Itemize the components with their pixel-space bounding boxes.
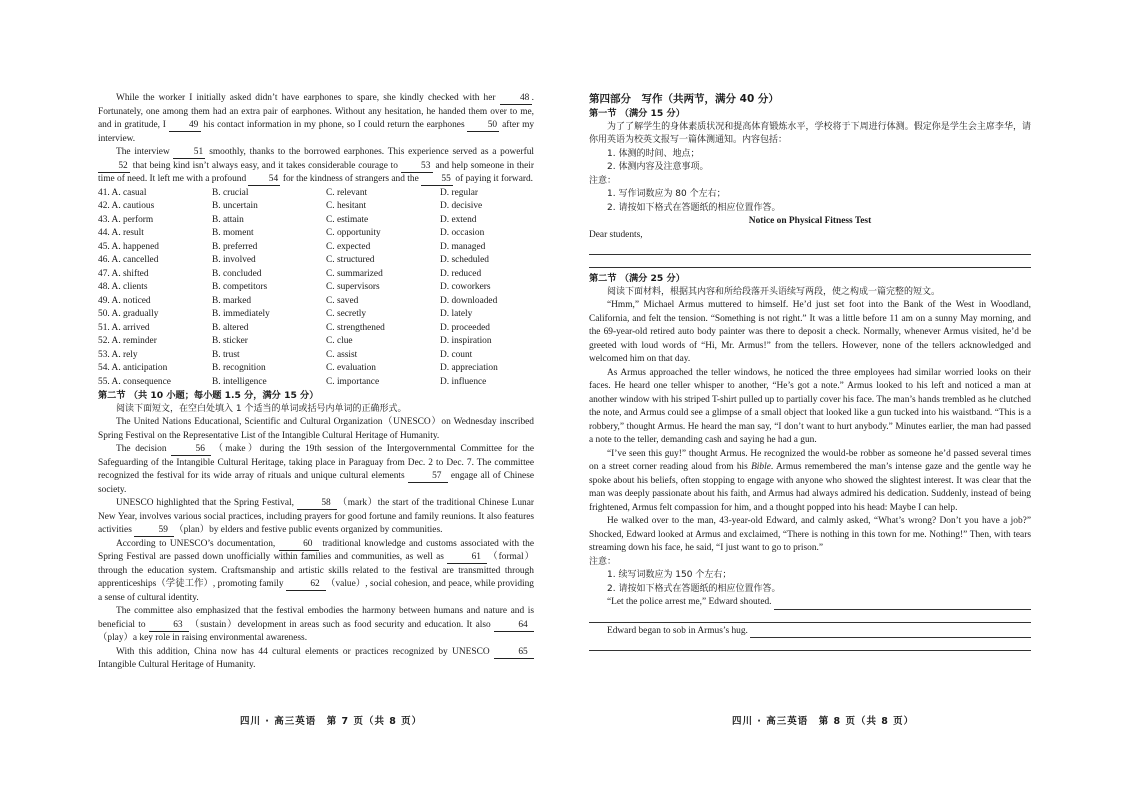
blank-60[interactable]: 60: [279, 539, 319, 551]
salutation: Dear students,: [589, 229, 643, 240]
option-choice[interactable]: 41. A. casual: [98, 187, 147, 198]
option-choice[interactable]: B. recognition: [212, 363, 266, 373]
part4-heading: 第四部分 写作（共两节，满分 40 分）: [589, 93, 779, 105]
option-row: [98, 335, 534, 349]
answer-line[interactable]: [589, 638, 1031, 651]
option-choice[interactable]: B. uncertain: [212, 201, 258, 211]
option-choice[interactable]: 55. A. consequence: [98, 376, 171, 387]
option-choice[interactable]: D. inspiration: [440, 336, 492, 346]
option-choice[interactable]: B. competitors: [212, 282, 268, 292]
option-choice[interactable]: C. secretly: [326, 309, 367, 319]
grammar-paragraph: With this addition, China now has 44 cultural elements or practices recognized by UNESCO 65 Intangible Cultural Heritage of Humanity.: [98, 646, 534, 673]
option-choice[interactable]: B. marked: [212, 295, 252, 306]
note-item: 2. 请按如下格式在答题纸的相应位置作答。: [607, 202, 781, 213]
blank-63[interactable]: 63: [149, 620, 189, 632]
option-row: [98, 200, 534, 214]
answer-line[interactable]: [589, 242, 1031, 255]
option-choice[interactable]: D. influence: [440, 376, 487, 387]
option-choice[interactable]: B. moment: [212, 228, 254, 238]
section2-heading: 第二节 （共 10 小题；每小题 1.5 分，满分 15 分）: [98, 390, 319, 401]
note-item: 1. 写作词数应为 80 个左右；: [607, 189, 726, 199]
option-row: [98, 281, 534, 295]
option-choice[interactable]: C. structured: [326, 255, 375, 265]
prompt-item: 2. 体测内容及注意事项。: [607, 162, 709, 172]
option-choice[interactable]: C. supervisors: [326, 282, 380, 292]
page-footer-left: 四川 · 高三英语 第 7 页（共 8 页）: [240, 716, 423, 727]
option-choice[interactable]: D. extend: [440, 214, 477, 225]
option-choice[interactable]: D. occasion: [440, 228, 485, 238]
option-choice[interactable]: B. intelligence: [212, 376, 267, 387]
grammar-paragraph: According to UNESCO’s documentation, 60 traditional knowledge and customs associated with the Spring Festival are passed down unofficially within families and communities, as well as 61 （formal）through the education system. Craftsmanship and artistic skills related to the festival are transmitted through apprenticeships（学徒工作）, promoting family 62 （value）, social cohesion, and peace, while providing a sense of cultural identity.: [98, 538, 535, 603]
option-choice[interactable]: 43. A. perform: [98, 214, 154, 225]
answer-line[interactable]: [589, 255, 1031, 268]
blank-53[interactable]: 53: [401, 161, 433, 173]
left-page: [98, 92, 534, 673]
option-row: [98, 241, 534, 255]
option-choice[interactable]: 45. A. happened: [98, 241, 159, 252]
option-choice[interactable]: C. importance: [326, 376, 380, 387]
option-choice[interactable]: 48. A. clients: [98, 282, 148, 292]
option-choice[interactable]: D. count: [440, 349, 473, 360]
option-choice[interactable]: B. altered: [212, 322, 249, 333]
blank-52[interactable]: 52: [98, 161, 130, 173]
option-choice[interactable]: C. assist: [326, 349, 358, 360]
blank-61[interactable]: 61: [447, 552, 487, 564]
blank-51[interactable]: 51: [173, 147, 205, 159]
starter-line-2[interactable]: [589, 625, 1031, 639]
answer-line[interactable]: [589, 610, 1031, 623]
option-row: [98, 349, 534, 363]
option-choice[interactable]: C. hesitant: [326, 201, 367, 211]
option-choice[interactable]: D. decisive: [440, 201, 483, 211]
story-paragraph: “I’ve seen this guy!” thought Armus. He recognized the would-be robber as someone he’d passed several times on a street corner reading aloud from his Bible. Armus remembered the man’s intense gaze and the gentle way he spoke about his beliefs, often stopping to engage with anyone who showed the slightest interest. It was clear that the man was deeply passionate about his faith, and Armus had always admired his dedication. Suddenly, instead of being frightened, Armus felt compassion for him, and a thought popped into his head: Maybe I can help.: [589, 448, 1031, 513]
section2-heading: 第二节 （满分 25 分）: [589, 273, 685, 284]
option-choice[interactable]: D. appreciation: [440, 363, 498, 373]
blank-49[interactable]: 49: [169, 120, 201, 132]
option-choice[interactable]: C. strengthened: [326, 322, 385, 333]
blank-58[interactable]: 58: [297, 498, 337, 510]
blank-59[interactable]: 59: [134, 525, 174, 537]
option-choice[interactable]: C. expected: [326, 241, 371, 252]
blank-64[interactable]: 64: [494, 620, 534, 632]
story-paragraph: “Hmm,” Michael Armus muttered to himself. He’d just set foot into the Bank of the West in Woodland, California, and felt the tension. “Something is not right.” It was a little before 11 am on a sunny May morning, and the 69-year-old retired auto body painter was there to deposit a check. Normally, whenever Armus visited, he’d be greeted with loud words of “Hi, Mr. Armus!” from the tellers. However, none of the tellers acknowledged and welcomed him on that day.: [589, 300, 1031, 364]
option-choice[interactable]: 42. A. cautious: [98, 201, 155, 211]
blank-65[interactable]: 65: [494, 647, 534, 659]
option-choice[interactable]: 53. A. rely: [98, 349, 138, 360]
option-choice[interactable]: D. proceeded: [440, 322, 490, 333]
note-item: 2. 请按如下格式在答题纸的相应位置作答。: [607, 583, 781, 594]
section2-instruction: 阅读下面短文，在空白处填入 1 个适当的单词或括号内单词的正确形式。: [116, 403, 407, 414]
option-choice[interactable]: 46. A. cancelled: [98, 255, 159, 265]
option-choice[interactable]: D. managed: [440, 241, 486, 252]
cloze-paragraph: While the worker I initially asked didn’t have earphones to spare, she kindly checked with her 48 . Fortunately, one among them had an extra pair of earphones. Without any hesitation, he handed them over to me, and in gratitude, I 49 his contact information in my phone, so I could return the earphones 50 after my interview.: [98, 93, 535, 144]
note-label: 注意：: [589, 556, 617, 567]
option-choice[interactable]: 47. A. shifted: [98, 268, 149, 279]
story-paragraph: He walked over to the man, 43-year-old Edward, and calmly asked, “What’s wrong? Don’t you have a job?” Shocked, Edward looked at Armus and exclaimed, “There is nothing in this town for me. Nothing!” Then, with tears streaming down his face, he said, “I just want to go to prison.”: [589, 516, 1031, 553]
grammar-paragraph: The United Nations Educational, Scientific and Cultural Organization（UNESCO）on Wednesday inscribed Spring Festival on the Representative List of the Intangible Cultural Heritage of Humanity.: [98, 417, 534, 441]
grammar-paragraph: The decision 56 （make）during the 19th session of the Intergovernmental Committee for the Safeguarding of the Intangible Cultural Heritage, taking place in Paraguay from Dec. 2 to Dec. 7. The committee recognized the festival for its wide array of rituals and unique cultural elements 57 engage all of Chinese society.: [98, 444, 535, 495]
blank-57[interactable]: 57: [408, 471, 448, 483]
blank-62[interactable]: 62: [286, 579, 326, 591]
option-choice[interactable]: C. relevant: [326, 187, 368, 198]
option-row: [98, 362, 534, 376]
notice-title: Notice on Physical Fitness Test: [748, 216, 872, 226]
option-choice[interactable]: C. opportunity: [326, 228, 381, 238]
option-choice[interactable]: B. concluded: [212, 268, 262, 279]
option-row: [98, 322, 534, 336]
option-row: [98, 254, 534, 268]
option-row: [98, 295, 534, 309]
paragraph-starter-1: “Let the police arrest me,” Edward shouted.: [607, 597, 772, 607]
blank-48[interactable]: 48: [500, 93, 532, 105]
option-choice[interactable]: C. estimate: [326, 214, 369, 225]
option-choice[interactable]: 51. A. arrived: [98, 322, 150, 333]
blank-50[interactable]: 50: [467, 120, 499, 132]
option-choice[interactable]: C. summarized: [326, 268, 383, 279]
page-footer-right: 四川 · 高三英语 第 8 页（共 8 页）: [732, 716, 915, 727]
option-choice[interactable]: 44. A. result: [98, 228, 144, 238]
note-label: 注意：: [589, 175, 617, 186]
section1-heading: 第一节 （满分 15 分）: [589, 108, 685, 119]
cloze-paragraph: The interview 51 smoothly, thanks to the borrowed earphones. This experience served as a powerful 52 that being kind isn’t always easy, and it takes considerable courage to 53 and help someone in their time of need. It left me with a profound 54 for the kindness of strangers and the 55 of paying it forward.: [98, 147, 535, 184]
option-choice[interactable]: B. involved: [212, 255, 256, 265]
continuation-instruction: 阅读下面材料，根据其内容和所给段落开头语续写两段，使之构成一篇完整的短文。: [607, 286, 941, 297]
blank-56[interactable]: 56: [171, 444, 211, 456]
option-choice[interactable]: B. preferred: [212, 241, 258, 252]
option-choice[interactable]: B. trust: [212, 349, 240, 360]
option-choice[interactable]: D. downloaded: [440, 295, 498, 306]
option-choice[interactable]: D. lately: [440, 309, 473, 319]
option-choice[interactable]: D. reduced: [440, 268, 482, 279]
writing-prompt: 为了了解学生的身体素质状况和提高体育锻炼水平，学校将于下周进行体测。假定你是学生会主席李华，请你用英语为校英文报写一篇体测通知。内容包括：: [589, 121, 1031, 145]
option-choice[interactable]: 50. A. gradually: [98, 309, 159, 319]
option-choice[interactable]: B. immediately: [212, 309, 270, 319]
note-item: 1. 续写词数应为 150 个左右；: [607, 570, 732, 580]
option-choice[interactable]: D. coworkers: [440, 282, 491, 292]
grammar-paragraph: The committee also emphasized that the festival embodies the harmony between humans and nature and is beneficial to 63 （sustain）development in areas such as food security and education. It also 64（play）a key role in raising environmental awareness.: [98, 606, 534, 643]
option-row: [98, 214, 534, 228]
option-row: [98, 308, 534, 322]
option-row: [98, 187, 534, 201]
option-choice[interactable]: 52. A. reminder: [98, 336, 157, 346]
option-choice[interactable]: C. saved: [326, 295, 359, 306]
blank-55[interactable]: 55: [421, 174, 453, 186]
option-choice[interactable]: D. regular: [440, 187, 479, 198]
starter-line-1[interactable]: [589, 596, 1031, 610]
option-choice[interactable]: B. sticker: [212, 336, 248, 346]
blank-54[interactable]: 54: [248, 174, 280, 186]
option-choice[interactable]: D. scheduled: [440, 255, 489, 265]
option-choice[interactable]: C. clue: [326, 336, 353, 346]
option-choice[interactable]: B. crucial: [212, 187, 249, 198]
paragraph-starter-2: Edward began to sob in Armus’s hug.: [607, 625, 748, 636]
story-paragraph: As Armus approached the teller windows, he noticed the three employees had similar worried looks on their faces. He heard one teller whisper to another, “He’s got a note.” Armus looked to his left and noticed a man at another window with his striped T-shirt pulled up to partially cover his face. The man’s hands trembled as he clutched the note, and Armus could see a glimpse of a small object that looked like a gun tucked into his waistband. “This is a robbery,” thought Armus. He heard the man say, “I don’t want to hurt anybody.” Minutes earlier, the man had passed a note to the teller, demanding cash and saying he had a gun.: [589, 367, 1031, 445]
option-choice[interactable]: 54. A. anticipation: [98, 363, 168, 373]
option-row: [98, 268, 534, 282]
option-choice[interactable]: B. attain: [212, 214, 244, 225]
option-row: [98, 376, 534, 390]
option-row: [98, 227, 534, 241]
option-choice[interactable]: C. evaluation: [326, 363, 376, 373]
grammar-paragraph: UNESCO highlighted that the Spring Festival, 58 （mark）the start of the traditional Chinese Lunar New Year, involves various social practices, including prayers for good fortune and family reunions. It also features activities 59 （plan）by elders and festive public events organized by communities.: [98, 498, 534, 535]
right-page: [589, 92, 1031, 651]
option-choice[interactable]: 49. A. noticed: [98, 295, 151, 306]
prompt-item: 1. 体测的时间、地点；: [607, 148, 700, 159]
options-table: [98, 187, 534, 390]
